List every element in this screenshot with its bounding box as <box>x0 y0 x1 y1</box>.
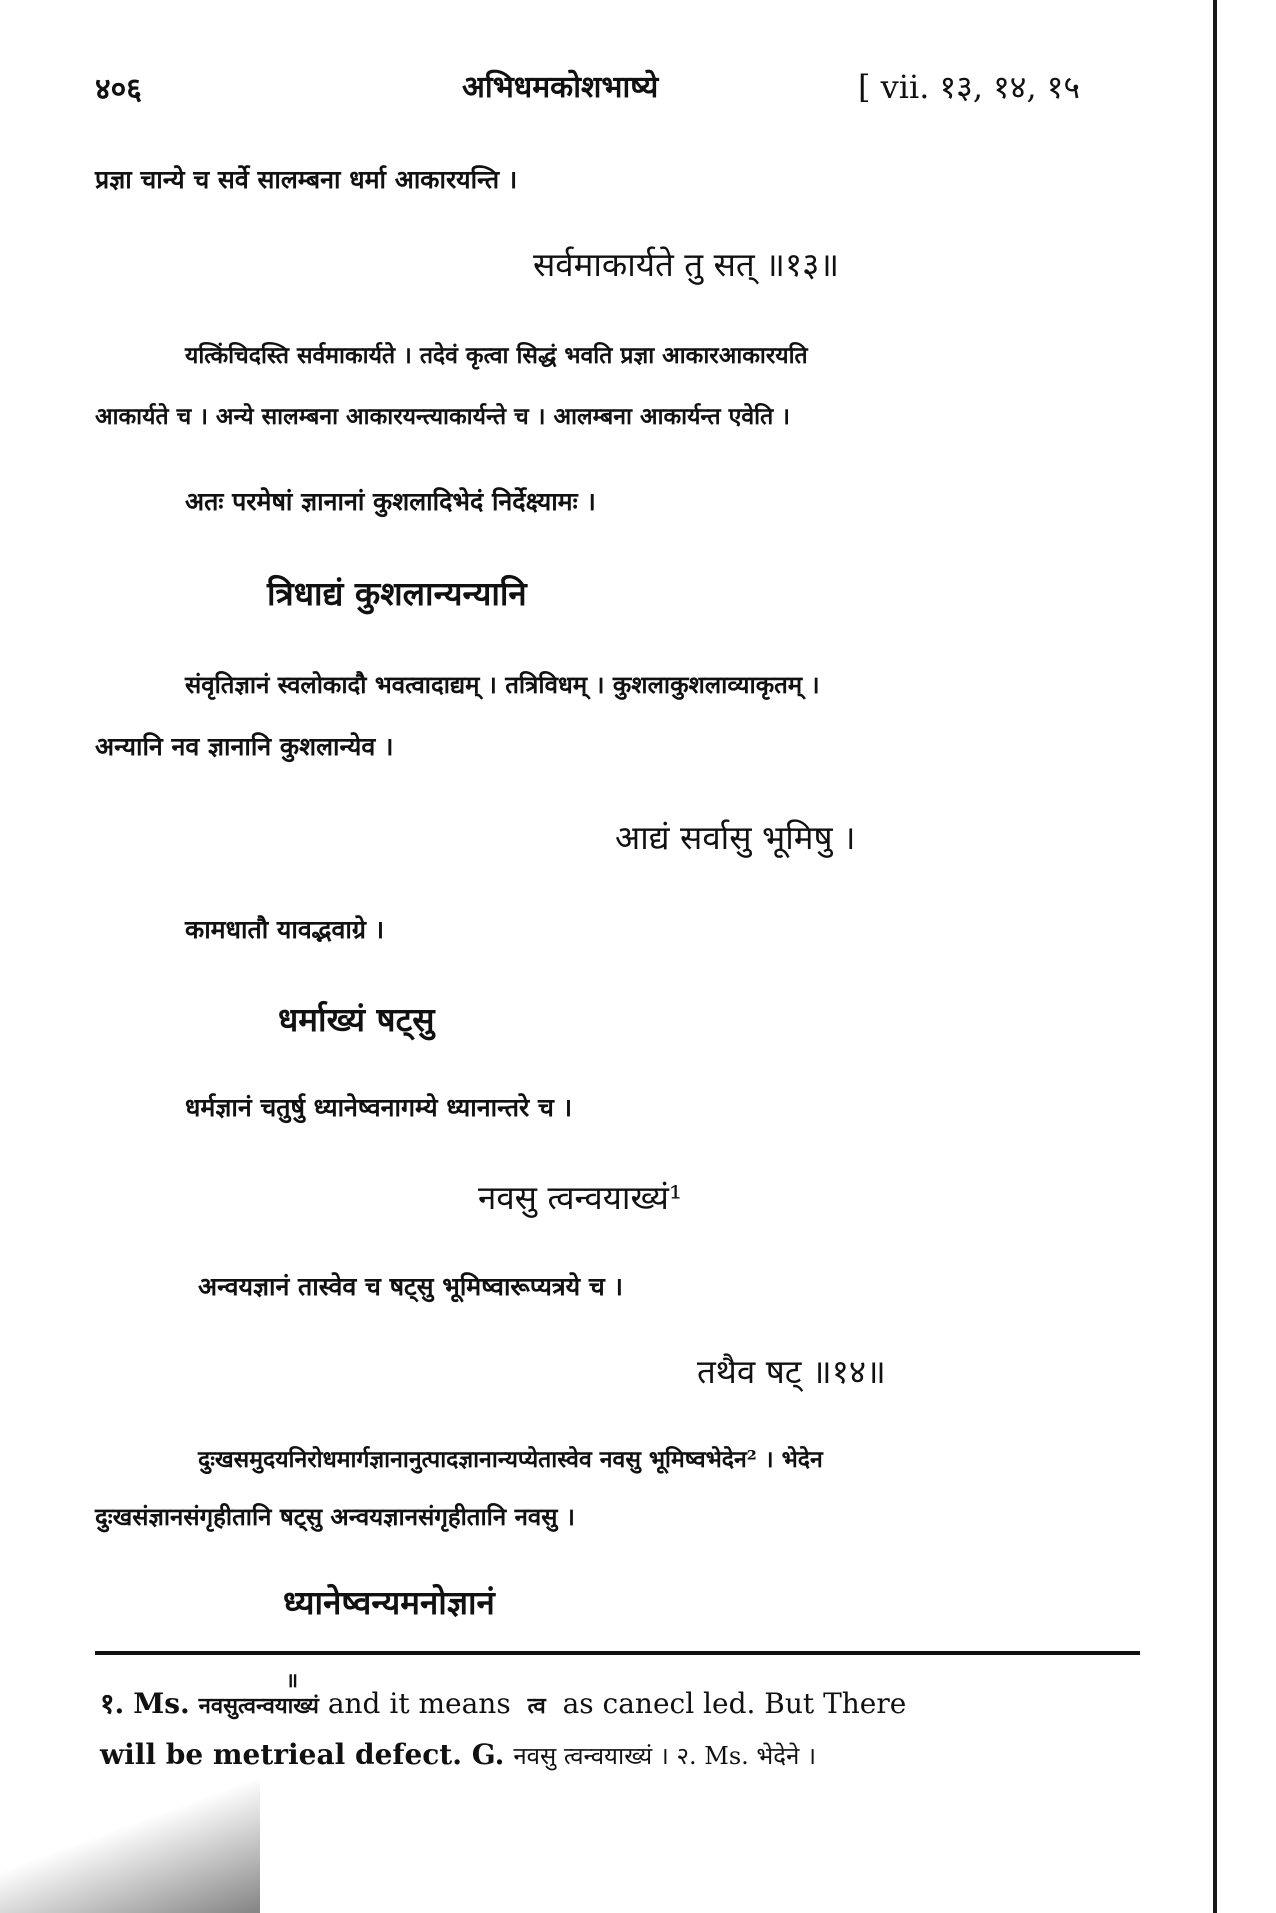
text-line-3a: यत्किंचिदस्ति सर्वमाकार्यते । तदेवं कृत्वा सिद्धं भवति प्रज्ञा आकारआकारयति <box>185 342 808 369</box>
footnote-1-english-1: and it means <box>327 1687 511 1720</box>
page-edge-border <box>1213 0 1217 1913</box>
text-line-7: धर्मज्ञानं चतुर्षु ध्यानेष्वनागम्ये ध्यानान्तरे च । <box>185 1093 573 1122</box>
text-line-9b: दुःखसंज्ञानसंगृहीतानि षट्सु अन्वयज्ञानसंगृहीतानि नवसु । <box>95 1502 575 1531</box>
text-line-5a: संवृतिज्ञानं स्वलोकादौ भवत्वादाद्यम् । तत्रिविधम् । कुशलाकुशलाव्याकृतम् । <box>185 670 820 699</box>
verse-nava: नवसु त्वन्वयाख्यं¹ <box>478 1178 683 1217</box>
footnote-1-devanagari: नवसुत्वन्वयाख्यं <box>198 1693 319 1719</box>
footnote-1-english-2: as canecl led. But There <box>562 1687 907 1720</box>
footnote-1-number: १. <box>100 1687 125 1720</box>
text-line-6: कामधातौ यावद्भवाग्रे । <box>185 915 385 944</box>
verse-reference: [ vii. १३, १४, १५ <box>858 68 1081 106</box>
text-line-1: प्रज्ञा चान्ये च सर्वे सालम्बना धर्मा आकारयन्ति । <box>95 165 518 194</box>
footnote-mark: ॥ <box>286 1668 298 1692</box>
verse-adya: आद्यं सर्वासु भूमिषु । <box>615 818 856 857</box>
text-line-9a: दुःखसमुदयनिरोधमार्गज्ञानानुत्पादज्ञानान्यप्येतास्वेव नवसु भूमिष्वभेदेन² । भेदेन <box>198 1446 823 1473</box>
footnote-2: नवसु त्वन्वयाख्यं । २. Ms. भेदेने । <box>513 1742 817 1770</box>
verse-dhyana: ध्यानेष्वन्यमनोज्ञानं <box>283 1583 495 1622</box>
verse-dharma: धर्माख्यं षट्सु <box>278 1000 435 1039</box>
text-line-3b: आकार्यते च । अन्ये सालम्बना आकारयन्त्याकार्यन्ते च । आलम्बना आकार्यन्त एवेति । <box>95 403 790 430</box>
footnote-rule <box>95 1651 1140 1655</box>
verse-14: तथैव षट् ॥१४॥ <box>697 1352 886 1391</box>
footnote-1-ms: Ms. <box>133 1687 190 1720</box>
text-line-8: अन्वयज्ञानं तास्वेव च षट्सु भूमिष्वारूप्यत्रये च । <box>198 1272 623 1301</box>
running-title: अभिधमकोशभाष्ये <box>462 70 659 105</box>
verse-13: सर्वमाकार्यते तु सत् ॥१३॥ <box>533 245 840 284</box>
verse-tridha: त्रिधाद्यं कुशलान्यन्यानि <box>267 574 527 613</box>
text-line-5b: अन्यानि नव ज्ञानानि कुशलान्येव । <box>95 732 394 761</box>
text-line-4: अतः परमेषां ज्ञानानां कुशलादिभेदं निर्देक्ष्यामः । <box>185 487 596 516</box>
scan-shadow <box>0 1780 260 1913</box>
footnote-1-english-3: will be metrieal defect. G. <box>100 1738 505 1771</box>
footnote-1-devanagari-2: त्व <box>527 1693 546 1719</box>
page-number: ४०६ <box>95 72 142 107</box>
footnote-1-line-a <box>100 1687 906 1721</box>
footnote-1-line-b <box>100 1738 816 1772</box>
